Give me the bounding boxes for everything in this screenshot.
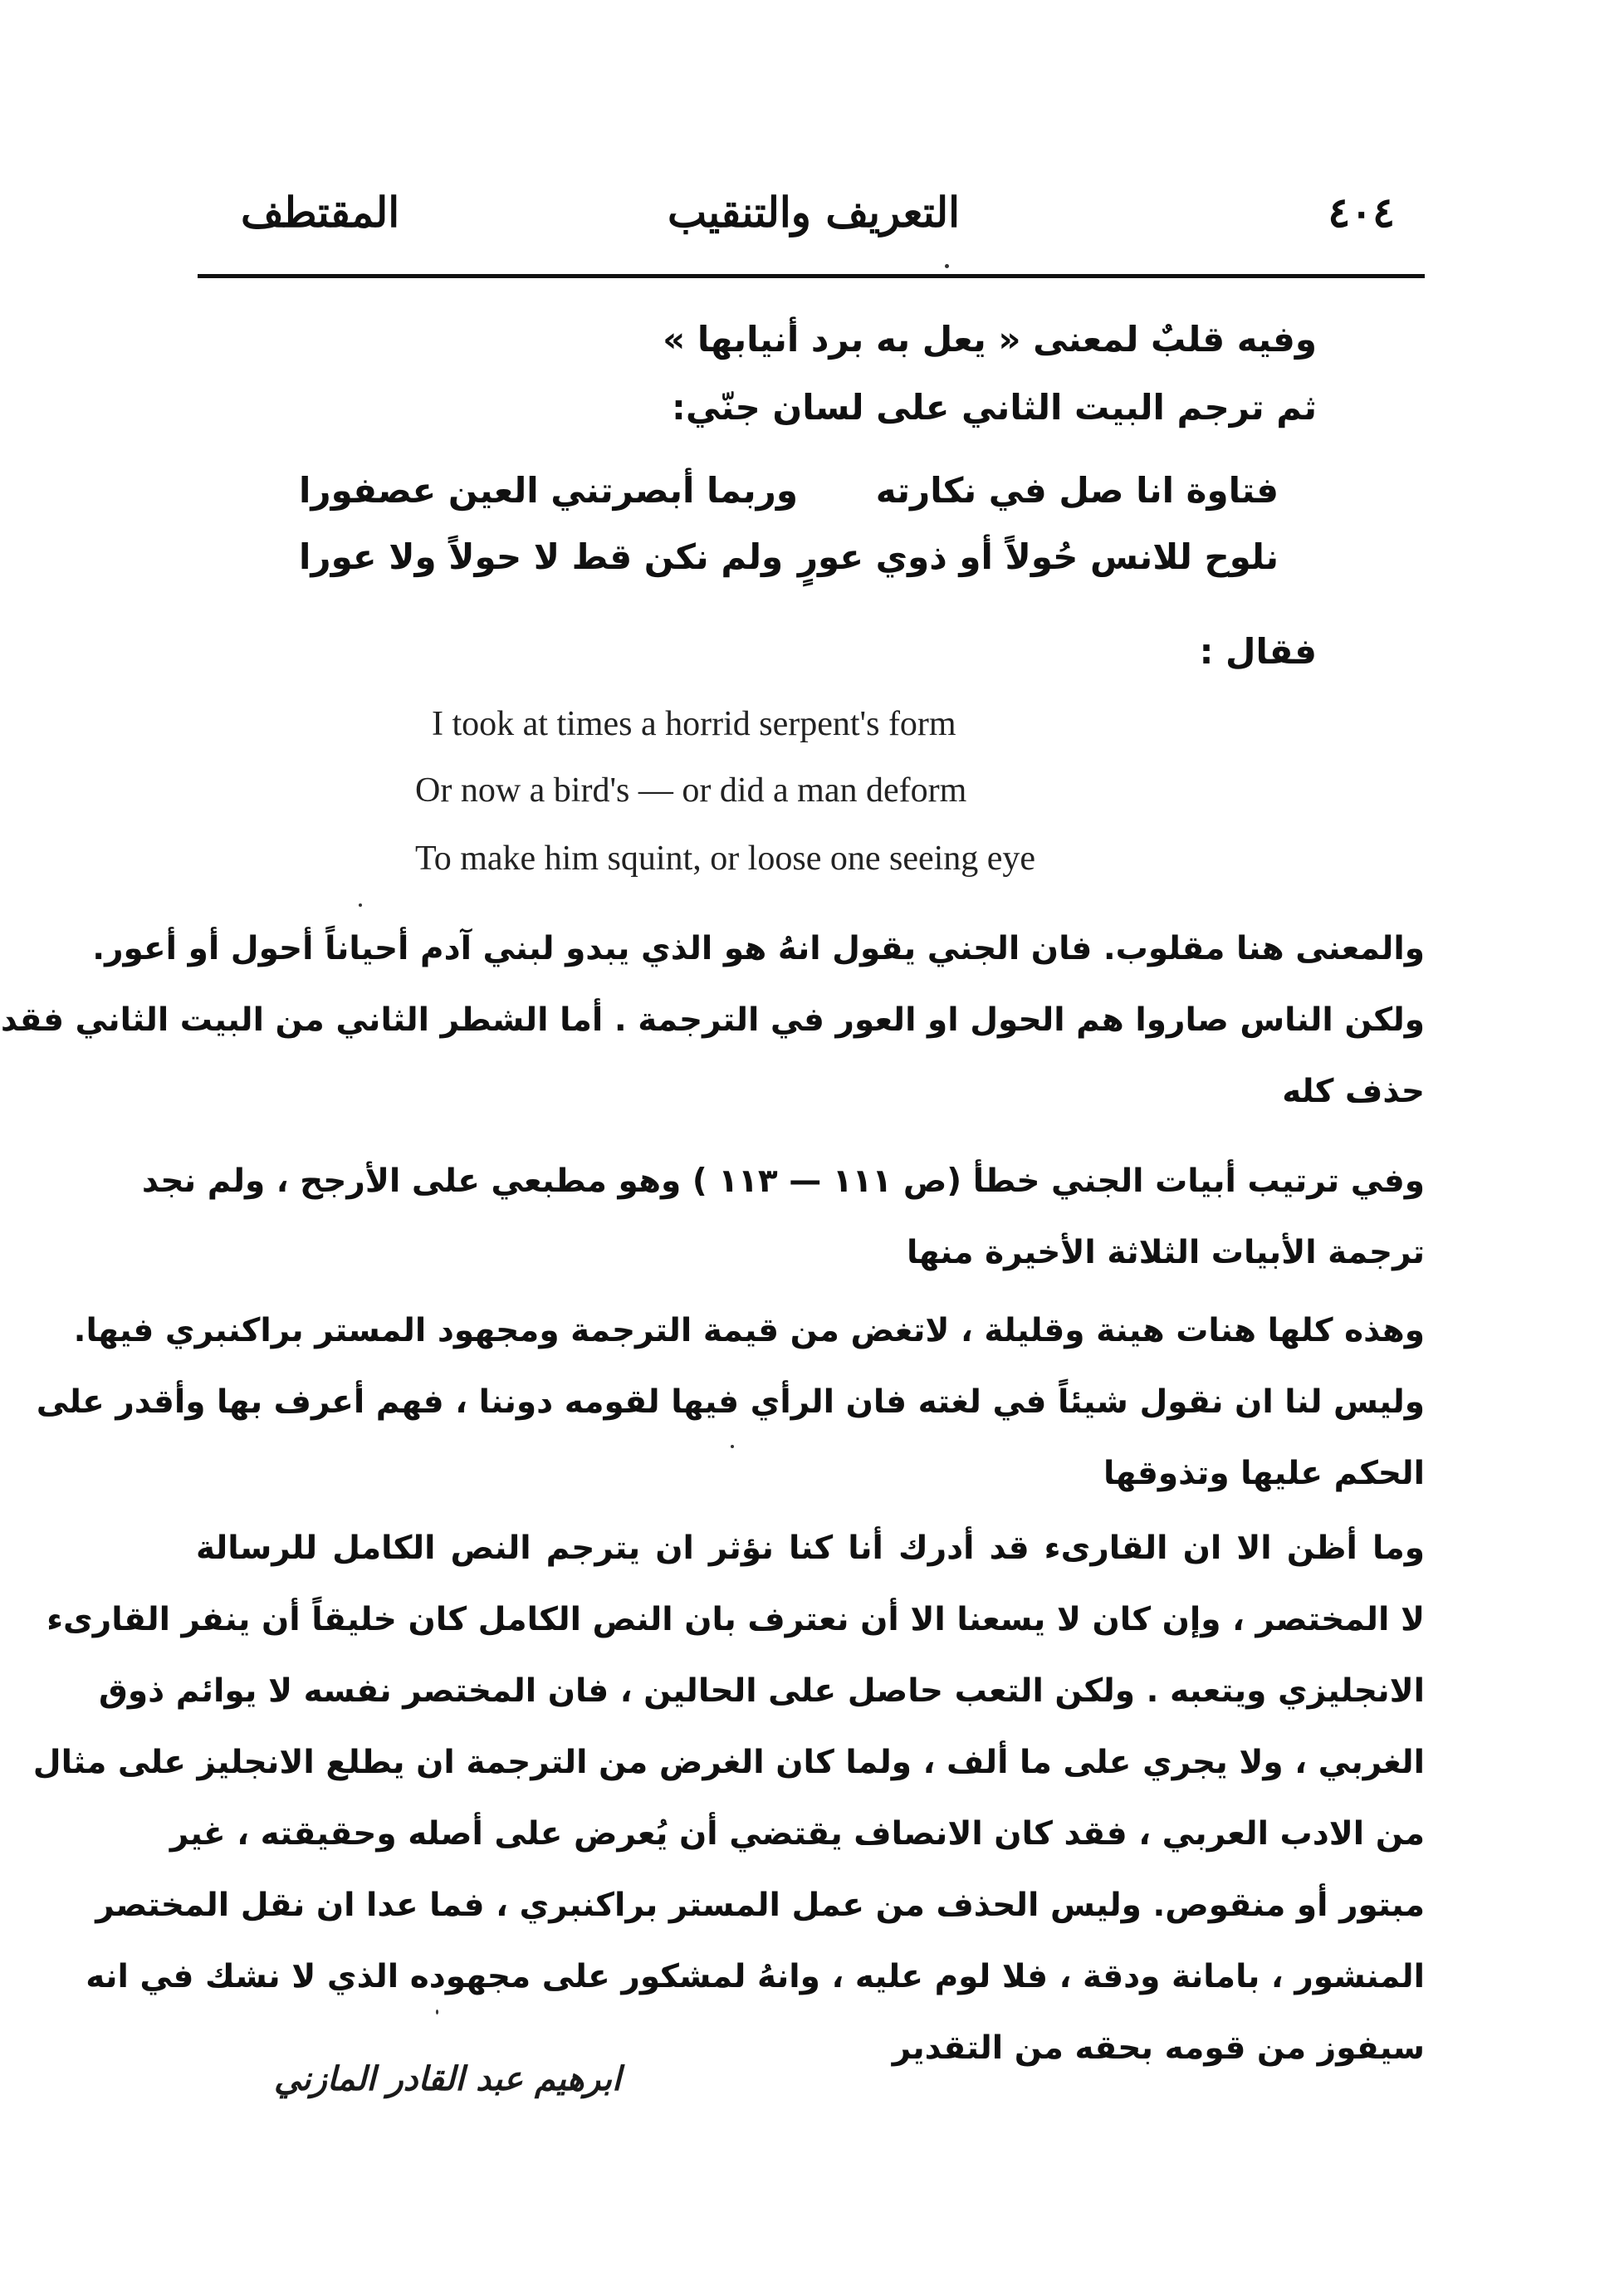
- poem-hemistich: نلوح للانس حُولاً أو ذوي عورٍ: [797, 536, 1279, 577]
- english-verse-line: To make him squint, or loose one seeing eye: [415, 840, 1036, 878]
- text-line: سيفوز من قومه بحقه من التقدير: [892, 2029, 1425, 2067]
- text-line: حذف كله: [1282, 1073, 1425, 1110]
- page-number: ٤٠٤: [1328, 188, 1395, 237]
- page-header: [199, 188, 1428, 262]
- english-verse-line: I took at times a horrid serpent's form: [432, 705, 956, 743]
- text-line: وما أظن الا ان القارىء قد أدرك أنا كنا نؤثر ان يترجم النص الكامل للرسالة: [196, 1530, 1425, 1567]
- text-line: ترجمة الأبيات الثلاثة الأخيرة منها: [907, 1234, 1425, 1271]
- scan-speck: [359, 903, 362, 907]
- header-rule: [198, 274, 1425, 278]
- text-line: لا المختصر ، وإن كان لا يسعنا الا أن نعترف بان النص الكامل كان خليقاً أن ينفر القارىء: [46, 1601, 1425, 1638]
- poem-hemistich: ولم نكن قط لا حولاً ولا عورا: [299, 536, 784, 577]
- fa-qala-label: فقال :: [1199, 631, 1317, 672]
- text-line: الغربي ، ولا يجري على ما ألف ، ولما كان الغرض من الترجمة ان يطلع الانجليز على مثال: [32, 1744, 1425, 1781]
- author-signature: ابرهيم عبد القادر المازني: [274, 2059, 622, 2098]
- text-line: الحكم عليها وتذوقها: [1103, 1455, 1425, 1492]
- text-line: ولكن الناس صاروا هم الحول او العور في الترجمة . أما الشطر الثاني من البيت الثاني فقد: [0, 1001, 1425, 1039]
- scan-speck: [731, 1445, 734, 1448]
- text-line: مبتور أو منقوص. وليس الحذف من عمل المستر براكنبري ، فما عدا ان نقل المختصر: [95, 1887, 1425, 1924]
- paragraph: [141, 1146, 1425, 1289]
- text-line: من الادب العربي ، فقد كان الانصاف يقتضي أن يُعرض على أصله وحقيقته ، غير: [169, 1815, 1425, 1853]
- english-verse-line: Or now a bird's — or did a man deform: [415, 771, 967, 810]
- text-line: وفي ترتيب أبيات الجني خطأ (ص ١١١ — ١١٣ ) وهو مطبعي على الأرجح ، ولم نجد: [141, 1163, 1425, 1200]
- scan-speck: [945, 264, 949, 268]
- poem-verse-2: [299, 536, 1279, 595]
- text-line: وهذه كلها هنات هينة وقليلة ، لاتغض من قيمة الترجمة ومجهود المستر براكنبري فيها.: [73, 1312, 1425, 1349]
- intro-line-2: ثم ترجم البيت الثاني على لسان جنّي:: [672, 387, 1317, 428]
- poem-verse-1: [299, 470, 1279, 528]
- paragraph: [0, 913, 1425, 1128]
- text-line: المنشور ، بامانة ودقة ، فلا لوم عليه ، وانهُ لمشكور على مجهوده الذي لا نشك في انه: [86, 1958, 1425, 1995]
- intro-line-1: وفيه قلبٌ لمعنى « يعل به برد أنيابها »: [663, 319, 1317, 360]
- poem-hemistich: وربما أبصرتني العين عصفورا: [299, 470, 798, 511]
- text-line: وليس لنا ان نقول شيئاً في لغته فان الرأي فيها لقومه دوننا ، فهم أعرف بها وأقدر على: [36, 1383, 1425, 1421]
- paragraph: [32, 1513, 1425, 2084]
- paragraph: [36, 1295, 1425, 1510]
- section-title: التعريف والتنقيب: [668, 188, 960, 237]
- text-line: والمعنى هنا مقلوب. فان الجني يقول انهُ هو الذي يبدو لبني آدم أحياناً أحول أو أعور.: [92, 930, 1425, 967]
- text-line: الانجليزي ويتعبه . ولكن التعب حاصل على الحالين ، فان المختصر نفسه لا يوائم ذوق: [99, 1672, 1425, 1710]
- journal-name: المقتطف: [241, 188, 400, 237]
- scan-speck: [436, 2010, 438, 2014]
- poem-hemistich: فتاوة انا صل في نكارته: [875, 470, 1279, 511]
